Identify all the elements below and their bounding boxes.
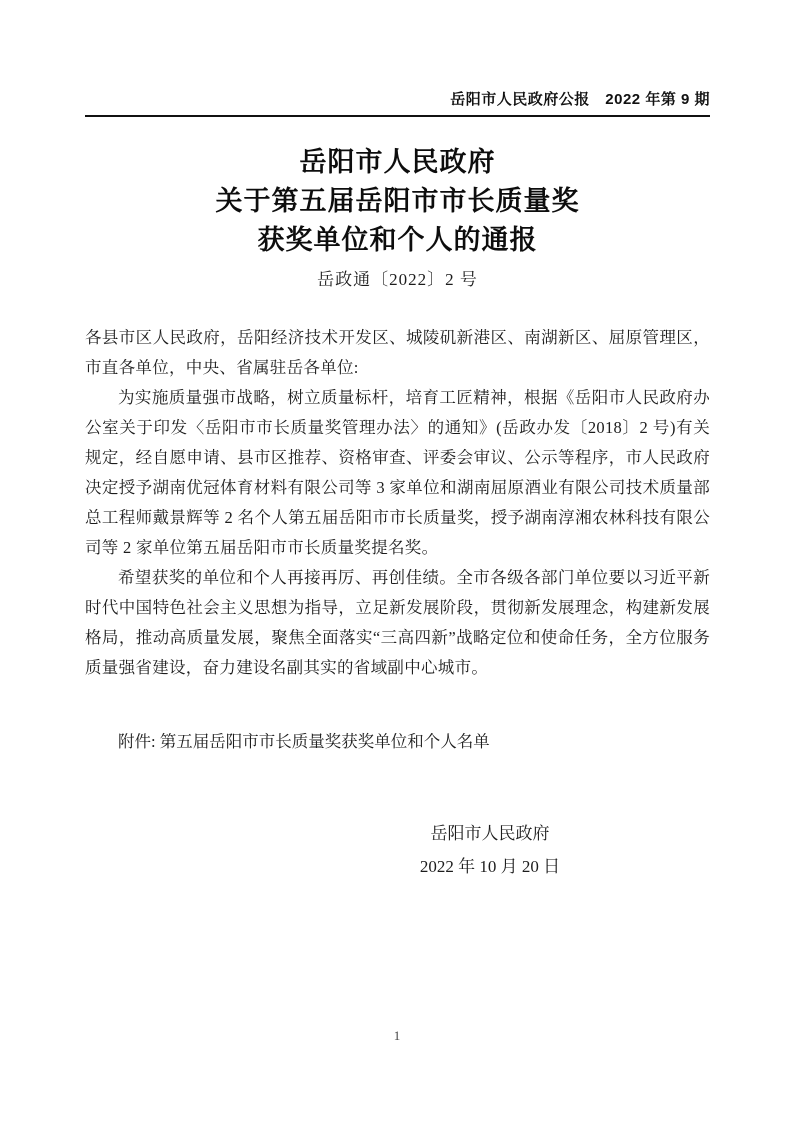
- body-paragraph-2: 希望获奖的单位和个人再接再厉、再创佳绩。全市各级各部门单位要以习近平新时代中国特色社会主义思想为指导，立足新发展阶段，贯彻新发展理念，构建新发展格局，推动高质量发展，聚焦全面落实“三高四新”战略定位和使命任务，全方位服务质量强省建设，奋力建设名副其实的省域副中心城市。: [85, 568, 710, 677]
- document-body: [85, 323, 710, 683]
- body-paragraph-1: 为实施质量强市战略，树立质量标杆，培育工匠精神，根据《岳阳市人民政府办公室关于印发〈岳阳市市长质量奖管理办法〉的通知》(岳政办发〔2018〕2 号)有关规定，经自愿申请、县市区推荐、资格审查、评委会审议、公示等程序，市人民政府决定授予湖南优冠体育材料有限公司等 3 家单位和湖南屈原酒业有限公司技术质量部总工程师戴景辉等 2 名个人第五届岳阳市市长质量奖，授予湖南淳湘农林科技有限公司等 2 家单位第五届岳阳市市长质量奖提名奖。: [85, 388, 710, 557]
- signature-date: 2022 年 10 月 20 日: [419, 857, 561, 876]
- journal-masthead: 岳阳市人民政府公报 2022 年第 9 期: [450, 91, 710, 108]
- attachment-line: 附件: 第五届岳阳市市长质量奖获奖单位和个人名单: [118, 732, 490, 751]
- document-number: 岳政通〔2022〕2 号: [317, 270, 478, 289]
- signature-block: [400, 817, 580, 883]
- signature-organization: 岳阳市人民政府: [430, 824, 550, 843]
- header-rule: [85, 115, 710, 117]
- salutation-paragraph: 各县市区人民政府，岳阳经济技术开发区、城陵矶新港区、南湖新区、屈原管理区，市直各单位，中央、省属驻岳各单位:: [85, 328, 710, 377]
- page-number: 1: [393, 1028, 401, 1043]
- title-line-2: 关于第五届岳阳市市长质量奖: [215, 186, 580, 216]
- document-title: [85, 143, 710, 260]
- title-line-3: 获奖单位和个人的通报: [257, 225, 538, 255]
- title-line-1: 岳阳市人民政府: [299, 147, 496, 177]
